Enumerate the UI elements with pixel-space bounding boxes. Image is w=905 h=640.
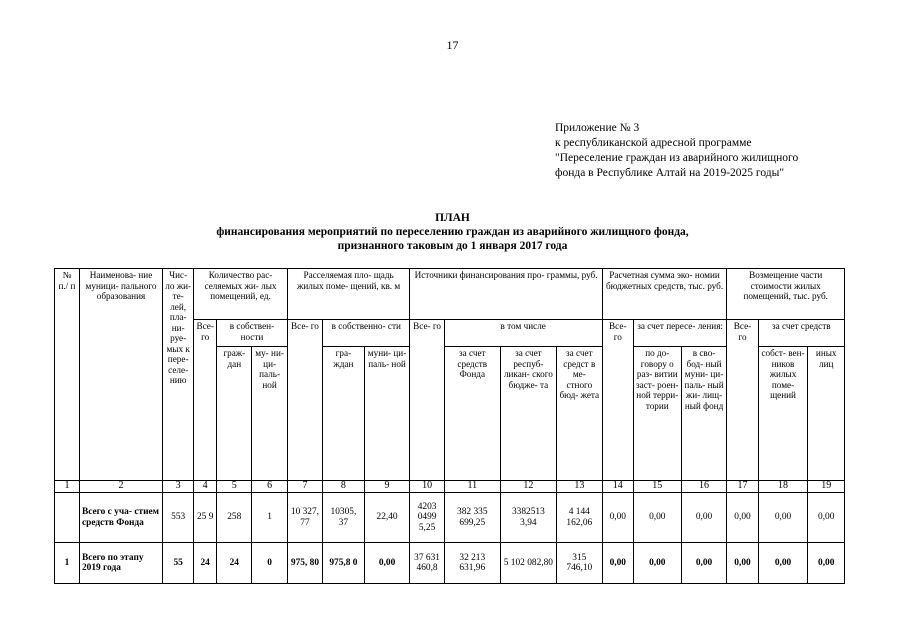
- column-index: 8: [323, 481, 365, 493]
- column-index: 5: [217, 481, 252, 493]
- header-sources: Источники финансирования про- граммы, руб.: [410, 269, 602, 320]
- header-rooms-total: Все- го: [194, 320, 217, 481]
- cell-area-municipal: 22,40: [364, 493, 410, 543]
- cell-save-contract: 0,00: [633, 493, 681, 543]
- column-index: 17: [727, 481, 758, 493]
- cell-name: Всего по этапу 2019 года: [79, 543, 162, 584]
- header-area-citizens: гра- ждан: [323, 347, 365, 481]
- cell-rooms-municipal: 0: [252, 543, 287, 584]
- cell-rooms-total: 24: [194, 543, 217, 584]
- cell-area-total: 10 327, 77: [287, 493, 322, 543]
- cell-num: 1: [55, 543, 80, 584]
- header-fin-total: Все- го: [410, 320, 444, 481]
- header-by-contract: по до- говору о раз- витии заст- роен- ной терри- тории: [633, 347, 681, 481]
- cell-residents: 553: [163, 493, 194, 543]
- header-area-municipal: муни- ци- паль- ной: [364, 347, 410, 481]
- column-index-row: [55, 481, 845, 493]
- cell-comp-other: 0,00: [808, 493, 845, 543]
- header-resettlement: за счет пересе- ления:: [633, 320, 727, 347]
- cell-fin-fund: 32 213 631,96: [444, 543, 500, 584]
- financing-plan-table: [54, 268, 845, 584]
- header-free-fund: в сво- бод- ный муни- ци- паль- ный жи- лищ- ный фонд: [681, 347, 727, 481]
- header-savings: Расчетная сумма эко- номии бюджетных средств, тыс. руб.: [602, 269, 727, 320]
- cell-save-contract: 0,00: [633, 543, 681, 584]
- column-index: 6: [252, 481, 287, 493]
- header-compensation: Возмещение части стоимости жилых помещений, тыс. руб.: [727, 269, 845, 320]
- appendix-line: фонда в Республике Алтай на 2019-2025 годы": [555, 167, 785, 179]
- header-including: в том числе: [444, 320, 602, 347]
- cell-area-total: 975, 80: [287, 543, 322, 584]
- header-own-owners: собст- вен- ников жилых поме- щений: [758, 347, 808, 481]
- cell-area-citizens: 10305, 37: [323, 493, 365, 543]
- cell-comp-other: 0,00: [808, 543, 845, 584]
- cell-fin-republic: 3382513 3,94: [500, 493, 556, 543]
- header-rooms-citizens: граж- дан: [217, 347, 252, 481]
- cell-rooms-total: 25 9: [194, 493, 217, 543]
- column-index: 16: [681, 481, 727, 493]
- column-index: 10: [410, 481, 444, 493]
- header-rooms-count: Количество рас- селяемых жи- лых помещений, ед.: [194, 269, 288, 320]
- cell-comp-owners: 0,00: [758, 543, 808, 584]
- cell-residents: 55: [163, 543, 194, 584]
- header-republic-budget: за счет респуб- ликан- ского бюджe- та: [500, 347, 556, 481]
- table-row: [55, 543, 845, 584]
- appendix-line: к республиканской адресной программе: [555, 137, 752, 149]
- document-title: [0, 211, 905, 253]
- cell-num: [55, 493, 80, 543]
- cell-comp-total: 0,00: [727, 543, 758, 584]
- column-index: 9: [364, 481, 410, 493]
- header-fund-money: за счет средств Фонда: [444, 347, 500, 481]
- header-num: № п./ п: [55, 269, 80, 481]
- cell-comp-owners: 0,00: [758, 493, 808, 543]
- cell-area-citizens: 975,8 0: [323, 543, 365, 584]
- cell-area-municipal: 0,00: [364, 543, 410, 584]
- header-residents: Чис- ло жи- те- лей, пла- ни- руе- мых к пере- селе- нию: [163, 269, 194, 481]
- title-line: признанного таковым до 1 января 2017 года: [337, 240, 568, 252]
- header-area: Расселяемая пло- щадь жилых поме- щений, кв. м: [287, 269, 410, 320]
- header-rooms-ownership: в собствен- ности: [217, 320, 288, 347]
- cell-name: Всего с уча- стием средств Фонда: [79, 493, 162, 543]
- cell-save-free: 0,00: [681, 493, 727, 543]
- header-other: иных лиц: [808, 347, 845, 481]
- header-area-ownership: в собственно- сти: [323, 320, 410, 347]
- column-index: 13: [556, 481, 602, 493]
- header-rooms-municipal: му- ни- ци- паль- ной: [252, 347, 287, 481]
- cell-fin-local: 4 144 162,06: [556, 493, 602, 543]
- column-index: 3: [163, 481, 194, 493]
- column-index: 14: [602, 481, 633, 493]
- column-index: 15: [633, 481, 681, 493]
- header-funds: за счет средств: [758, 320, 844, 347]
- appendix-line: Приложение № 3: [555, 122, 640, 134]
- page-number: 17: [446, 38, 459, 52]
- title-line: финансирования мероприятий по переселению граждан из аварийного жилищного фонда,: [216, 226, 689, 238]
- header-local-budget: за счет средст в ме- стного бюд- жета: [556, 347, 602, 481]
- table-row: [55, 493, 845, 543]
- header-municipality: Наименова- ние муници- пального образования: [79, 269, 162, 481]
- column-index: 18: [758, 481, 808, 493]
- column-index: 1: [55, 481, 80, 493]
- header-comp-total: Все- го: [727, 320, 758, 481]
- cell-save-total: 0,00: [602, 543, 633, 584]
- column-index: 12: [500, 481, 556, 493]
- column-index: 4: [194, 481, 217, 493]
- cell-comp-total: 0,00: [727, 493, 758, 543]
- cell-fin-total: 37 631 460,8: [410, 543, 444, 584]
- header-area-total: Все- го: [287, 320, 322, 481]
- column-index: 2: [79, 481, 162, 493]
- cell-fin-republic: 5 102 082,80: [500, 543, 556, 584]
- cell-rooms-citizens: 24: [217, 543, 252, 584]
- cell-rooms-municipal: 1: [252, 493, 287, 543]
- column-index: 19: [808, 481, 845, 493]
- appendix-note: [555, 121, 798, 181]
- cell-save-total: 0,00: [602, 493, 633, 543]
- column-index: 11: [444, 481, 500, 493]
- cell-save-free: 0,00: [681, 543, 727, 584]
- cell-fin-local: 315 746,10: [556, 543, 602, 584]
- cell-fin-fund: 382 335 699,25: [444, 493, 500, 543]
- cell-fin-total: 4203 0499 5,25: [410, 493, 444, 543]
- header-savings-total: Все- го: [602, 320, 633, 481]
- appendix-line: "Переселение граждан из аварийного жилищного: [555, 152, 799, 164]
- cell-rooms-citizens: 258: [217, 493, 252, 543]
- title-line: ПЛАН: [435, 212, 470, 224]
- column-index: 7: [287, 481, 322, 493]
